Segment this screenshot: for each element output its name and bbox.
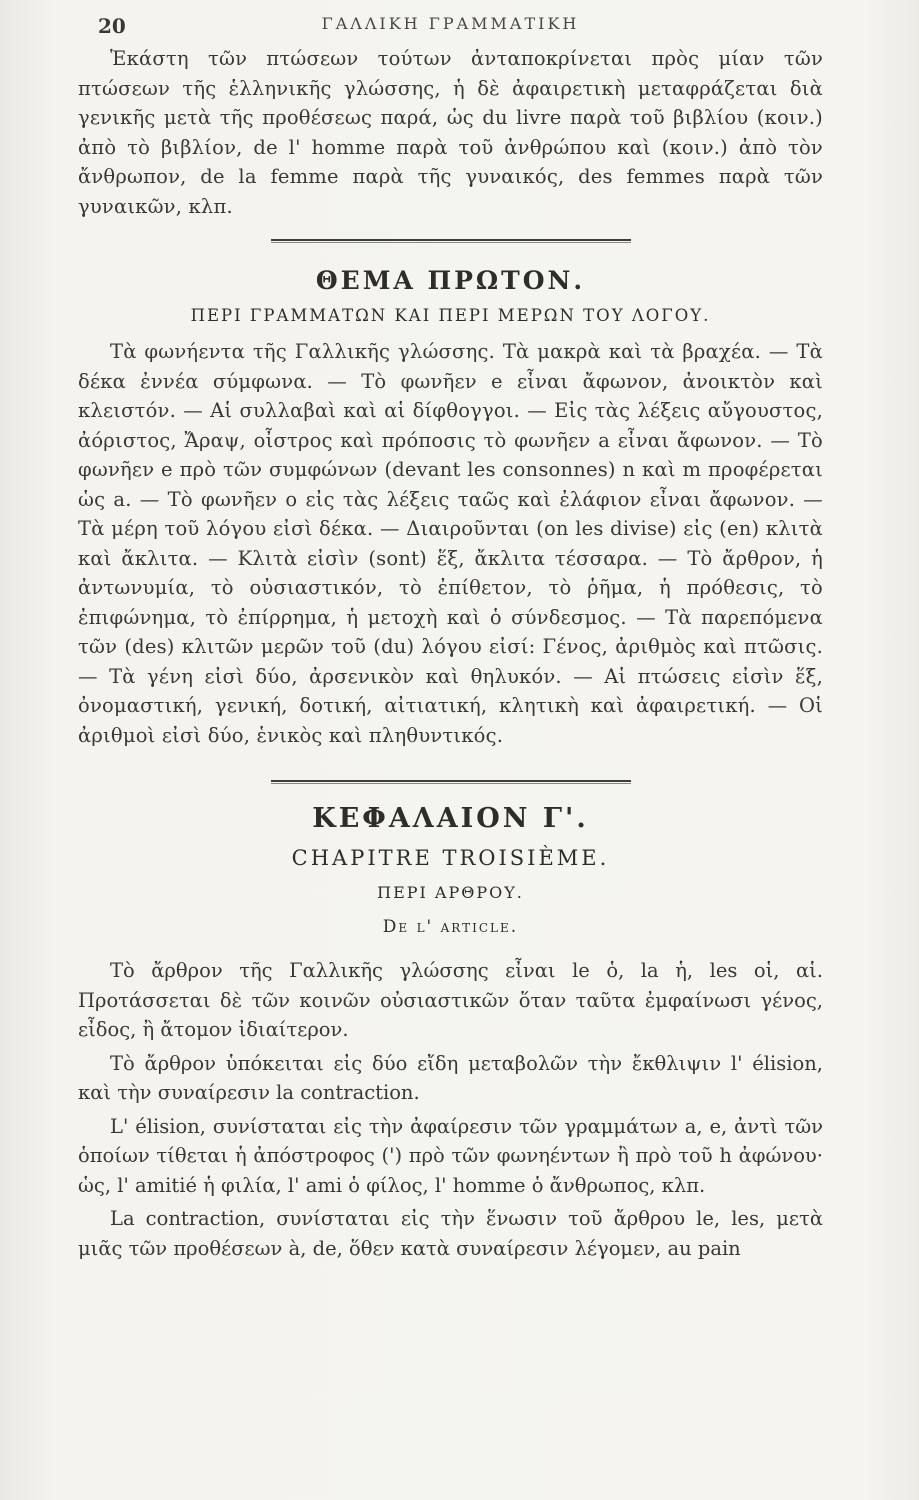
theme-heading [78, 263, 823, 331]
theme-paragraph: Τὰ φωνήεντα τῆς Γαλλικῆς γλώσσης. Τὰ μακρὰ καὶ τὰ βραχέα. — Τὰ δέκα ἐννέα σύμφωνα. — Τὸ φωνῆεν e εἶναι ἄφωνον, ἀνοικτὸν καὶ κλειστόν. — Αἱ συλλαβαὶ καὶ αἱ δίφθογγοι. — Εἰς τὰς λέξεις αὔγουστος, ἀόριστος, Ἄραψ, οἶστρος καὶ πρόποσις τὸ φωνῆεν a εἶναι ἄφωνον. — Τὸ φωνῆεν e πρὸ τῶν συμφώνων (devant les consonnes) n καὶ m προφέρεται ὡς a. — Τὸ φωνῆεν o εἰς τὰς λέξεις ταῶς καὶ ἐλάφιον εἶναι ἄφωνον. — Τὰ μέρη τοῦ λόγου εἰσὶ δέκα. — Διαιροῦνται (on les divise) εἰς (en) κλιτὰ καὶ ἄκλιτα. — Κλιτὰ εἰσὶν (sont) ἕξ, ἄκλιτα τέσσαρα. — Τὸ ἄρθρον, ἡ ἀντωνυμία, τὸ οὐσιαστικόν, τὸ ἐπίθετον, τὸ ῥῆμα, ἡ πρόθεσις, τὸ ἐπιφώνημα, τὸ ἐπίρρημα, ἡ μετοχὴ καὶ ὁ σύνδεσμος. — Τὰ παρεπόμενα τῶν (des) κλιτῶν μερῶν τοῦ (du) λόγου εἰσί: Γένος, ἀριθμὸς καὶ πτῶσις. — Τὰ γένη εἰσὶ δύο, ἀρσενικὸν καὶ θηλυκόν. — Αἱ πτώσεις εἰσὶν ἕξ, ὀνομαστική, γενική, δοτική, αἰτιατική, κλητικὴ καὶ ἀφαιρετική. — Οἱ ἀριθμοὶ εἰσὶ δύο, ἑνικὸς καὶ πληθυντικός. [78, 340, 823, 747]
chapter-paragraph: Τὸ ἄρθρον τῆς Γαλλικῆς γλώσσης εἶναι le ὁ, la ἡ, les οἱ, αἱ. Προτάσσεται δὲ τῶν κοινῶν οὐσιαστικῶν ὅταν ταῦτα ἐμφαίνωσι γένος, εἶδος, ἢ ἄτομον ἰδιαίτερον. [78, 959, 823, 1041]
chapter-heading [78, 798, 823, 944]
running-title: ΓΑΛΛΙΚΗ ΓΡΑΜΜΑΤΙΚΗ [321, 14, 580, 33]
chapter-divider [271, 780, 631, 784]
chapter-subtitle-french: De l' article. [382, 917, 519, 937]
chapter-paragraph: L' élision, συνίσταται εἰς τὴν ἀφαίρεσιν τῶν γραμμάτων a, e, ἀντὶ τῶν ὁποίων τίθεται ἡ ἀπόστροφος (') πρὸ τῶν φωνηέντων ἢ πρὸ τοῦ h ἀφώνου· ὡς, l' amitié ἡ φιλία, l' ami ὁ φίλος, l' homme ὁ ἄνθρωπος, κλπ. [78, 1114, 823, 1197]
chapter-paragraph: La contraction, συνίσταται εἰς τὴν ἕνωσιν τοῦ ἄρθρου le, les, μετὰ μιᾶς τῶν προθέσεων à, de, ὅθεν κατὰ συναίρεσιν λέγομεν, au pain [78, 1207, 823, 1260]
theme-subtitle: ΠΕΡΙ ΓΡΑΜΜΑΤΩΝ ΚΑΙ ΠΕΡΙ ΜΕΡΩΝ ΤΟΥ ΛΟΓΟΥ. [190, 306, 711, 325]
chapter-title-french: CHAPITRE TROISIÈME. [291, 846, 610, 870]
intro-paragraph: Ἑκάστη τῶν πτώσεων τούτων ἀνταποκρίνεται πρὸς μίαν τῶν πτώσεων τῆς ἑλληνικῆς γλώσσης, ἡ δὲ ἀφαιρετικὴ μεταφράζεται διὰ γενικῆς μετὰ τῆς προθέσεως παρά, ὡς du livre παρὰ τοῦ βιβλίου (κοιν.) ἀπὸ τὸ βιβλίον, de l' homme παρὰ τοῦ ἀνθρώπου καὶ (κοιν.) ἀπὸ τὸν ἄνθρωπον, de la femme παρὰ τῆς γυναικός, des femmes παρὰ τῶν γυναικῶν, κλπ. [78, 47, 823, 218]
chapter-subtitle-greek: ΠΕΡΙ ΑΡΘΡΟΥ. [377, 883, 524, 902]
theme-section [78, 337, 823, 750]
running-header [78, 14, 823, 44]
theme-title: ΘΕΜΑ ΠΡΩΤΟΝ. [315, 266, 586, 295]
chapter-title-greek: ΚΕΦΑΛΑΙΟΝ Γ'. [312, 803, 589, 834]
chapter-paragraph: Τὸ ἄρθρον ὑπόκειται εἰς δύο εἴδη μεταβολῶν τὴν ἔκθλιψιν l' élision, καὶ τὴν συναίρεσιν la contraction. [78, 1051, 823, 1104]
chapter-body [78, 956, 823, 1263]
page-number: 20 [98, 14, 126, 38]
section-divider [271, 239, 631, 243]
intro-section [78, 44, 823, 221]
